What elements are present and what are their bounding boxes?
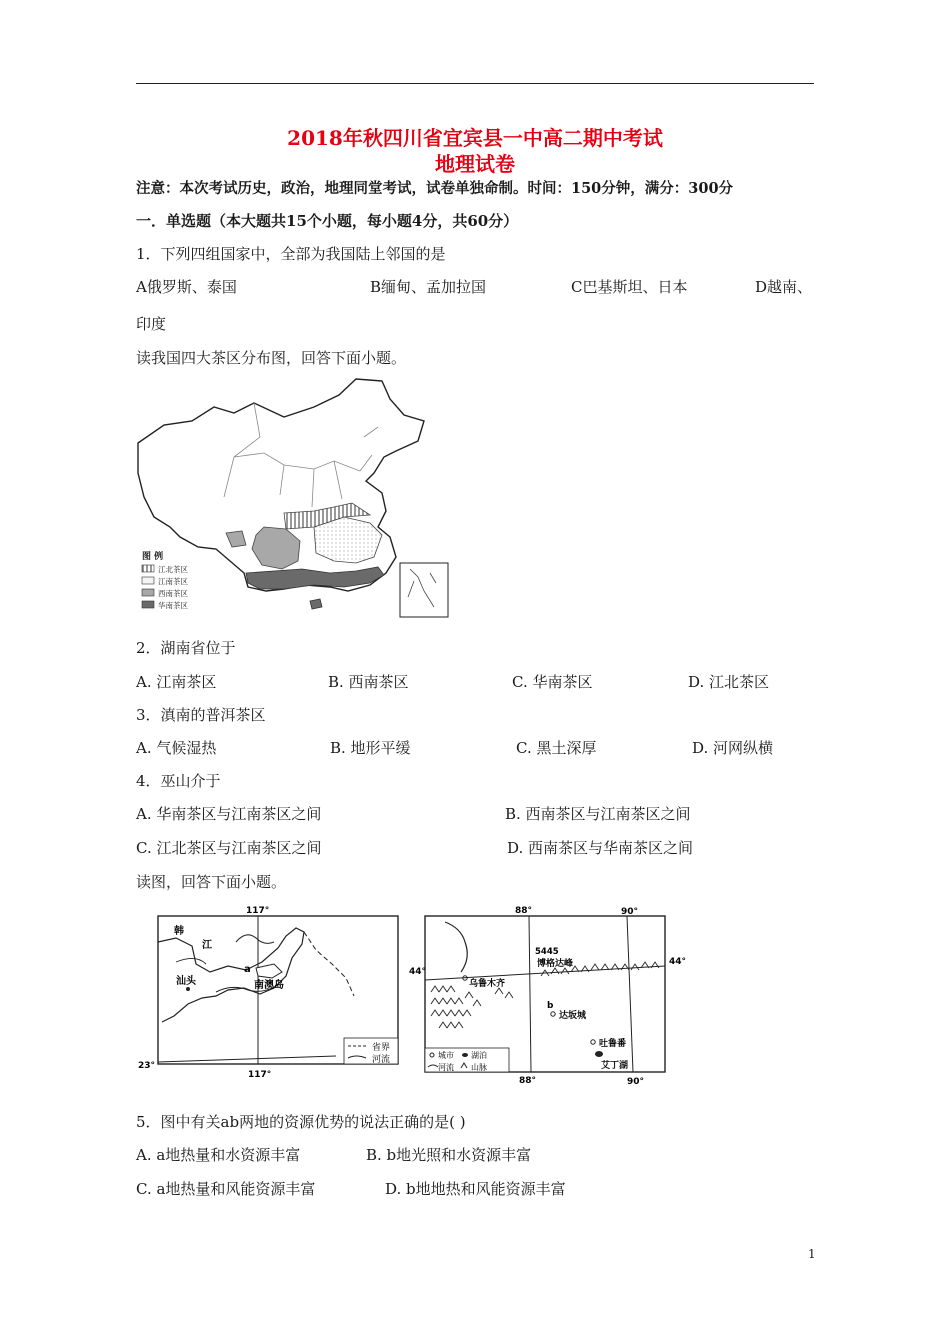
section-heading: 一．单选题（本大题共15个小题，每小题4分，共60分） bbox=[136, 212, 519, 230]
tea-map-intro: 读我国四大茶区分布图，回答下面小题。 bbox=[136, 349, 407, 367]
q2-option-c: C. 华南茶区 bbox=[512, 673, 593, 691]
q5-option-d: D. b地地热和风能资源丰富 bbox=[385, 1180, 566, 1198]
q1-option-d-cont: 印度 bbox=[136, 315, 167, 333]
q2-option-b: B. 西南茶区 bbox=[328, 673, 409, 691]
q4-stem: 4．巫山介于 bbox=[136, 772, 221, 790]
legend-xinan: 西南茶区 bbox=[158, 589, 188, 598]
header-rule bbox=[136, 83, 814, 84]
map-b-peak: 博格达峰 bbox=[537, 959, 574, 969]
q1-stem: 1．下列四组国家中，全部为我国陆上邻国的是 bbox=[136, 245, 446, 263]
map-a-shantou: 汕头 bbox=[176, 976, 196, 987]
legend-title: 图 例 bbox=[142, 552, 164, 562]
map-a-lon-top: 117° bbox=[246, 906, 270, 916]
q5-option-c: C. a地热量和风能资源丰富 bbox=[136, 1180, 316, 1198]
q4-option-d: D. 西南茶区与华南茶区之间 bbox=[507, 839, 694, 857]
q3-option-c: C. 黑土深厚 bbox=[516, 739, 597, 757]
map-a-lon-bottom: 117° bbox=[248, 1070, 272, 1078]
q5-option-a: A. a地热量和水资源丰富 bbox=[136, 1146, 301, 1164]
map-b-leg-river: 河流 bbox=[438, 1063, 454, 1072]
map-b-lon2-bottom: 90° bbox=[627, 1077, 645, 1087]
map-b-lon2-top: 90° bbox=[621, 907, 639, 917]
map-a-a-label: a bbox=[244, 964, 251, 975]
map-b-drawing bbox=[405, 902, 695, 1088]
map-b-leg-mountain: 山脉 bbox=[471, 1063, 487, 1072]
map-b-dabancheng: 达坂城 bbox=[559, 1011, 587, 1021]
map-b-leg-city: 城市 bbox=[438, 1051, 454, 1060]
legend-jiangbei: 江北茶区 bbox=[158, 565, 188, 574]
map-b-turpan bbox=[405, 902, 695, 1088]
map-b-lat-left: 44° bbox=[409, 967, 427, 977]
q3-option-a: A. 气候湿热 bbox=[136, 739, 217, 757]
q4-option-b: B. 西南茶区与江南茶区之间 bbox=[505, 805, 691, 823]
map-b-peak-height: 5445 bbox=[535, 947, 559, 957]
map-b-lon1-top: 88° bbox=[515, 906, 533, 916]
q5-option-b: B. b地光照和水资源丰富 bbox=[366, 1146, 532, 1164]
map-b-aiding: 艾丁湖 bbox=[601, 1061, 629, 1071]
q2-option-d: D. 江北茶区 bbox=[688, 673, 770, 691]
q1-option-d: D越南、 bbox=[755, 278, 813, 296]
legend-swatch-jiangbei bbox=[142, 565, 154, 572]
exam-notice: 注意：本次考试历史，政治，地理同堂考试，试卷单独命制。时间：150分钟，满分：300分 bbox=[136, 180, 734, 197]
q4-option-a: A. 华南茶区与江南茶区之间 bbox=[136, 805, 322, 823]
q3-option-b: B. 地形平缓 bbox=[330, 739, 411, 757]
exam-title: 2018年秋四川省宜宾县一中高二期中考试 bbox=[287, 126, 663, 150]
map-a-legend-border: 省界 bbox=[372, 1043, 391, 1053]
q3-option-d: D. 河网纵横 bbox=[692, 739, 774, 757]
legend-swatch-huanan bbox=[142, 601, 154, 608]
q4-option-c: C. 江北茶区与江南茶区之间 bbox=[136, 839, 322, 857]
map-a-nanao bbox=[136, 902, 408, 1078]
q2-option-a: A. 江南茶区 bbox=[136, 673, 217, 691]
q1-option-c: C巴基斯坦、日本 bbox=[571, 278, 688, 296]
map-b-turpan: 吐鲁番 bbox=[599, 1039, 627, 1049]
map-a-legend-river: 河流 bbox=[372, 1055, 391, 1065]
map-a-nanao: 南澳岛 bbox=[254, 980, 284, 991]
legend-swatch-xinan bbox=[142, 589, 154, 596]
q5-stem: 5．图中有关ab两地的资源优势的说法正确的是( ) bbox=[136, 1113, 466, 1131]
map-a-jiang: 江 bbox=[202, 940, 212, 951]
legend-huanan: 华南茶区 bbox=[158, 601, 188, 610]
q1-option-b: B缅甸、孟加拉国 bbox=[370, 278, 487, 296]
q3-stem: 3．滇南的普洱茶区 bbox=[136, 706, 266, 724]
china-map-drawing bbox=[134, 377, 452, 621]
q2-stem: 2．湖南省位于 bbox=[136, 639, 236, 657]
legend-swatch-jiangnan bbox=[142, 577, 154, 584]
q1-option-a: A俄罗斯、泰国 bbox=[136, 278, 237, 296]
map-b-lat-right: 44° bbox=[669, 957, 687, 967]
map-a-han: 韩 bbox=[174, 926, 184, 937]
map-b-urumqi: 乌鲁木齐 bbox=[469, 979, 506, 989]
map-a-drawing bbox=[136, 902, 408, 1078]
legend-jiangnan: 江南茶区 bbox=[158, 577, 188, 586]
map-b-b-label: b bbox=[547, 1001, 554, 1011]
hainan-island bbox=[310, 599, 322, 609]
tea-region-map bbox=[134, 377, 452, 621]
page-number: 1 bbox=[808, 1247, 816, 1261]
map-b-leg-lake: 湖泊 bbox=[471, 1051, 487, 1060]
read-intro: 读图，回答下面小题。 bbox=[136, 873, 287, 891]
map-b-lon1-bottom: 88° bbox=[519, 1076, 537, 1086]
exam-subtitle: 地理试卷 bbox=[435, 152, 515, 176]
map-a-lat-left: 23° bbox=[138, 1061, 156, 1071]
